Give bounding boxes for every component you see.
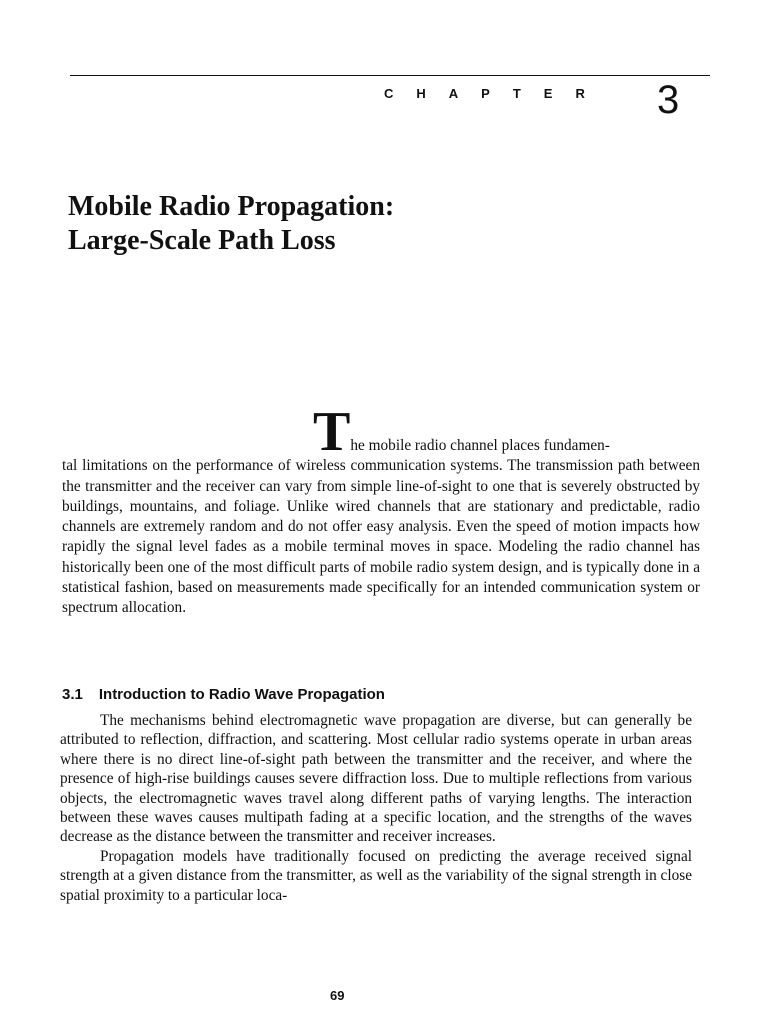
chapter-title-line-1: Mobile Radio Propagation: [68,191,395,222]
section-heading [62,686,385,703]
chapter-label: CHAPTER [384,86,608,101]
section-number: 3.1 [62,686,83,703]
chapter-number: 3 [657,78,680,122]
page-number: 69 [330,988,345,1003]
section-body [60,711,692,905]
chapter-title [68,190,394,258]
intro-paragraph [62,401,700,619]
section-title: Introduction to Radio Wave Propagation [98,686,385,703]
header-rule [70,75,710,76]
body-paragraph-1: The mechanisms behind electromagnetic wave propagation are diverse, but can generally be attributed to reflection, diffraction, and scattering. Most cellular radio systems operate in urban areas where there is no direct line-of-sight path between the transmitter and the receiver, and where the presence of high-rise buildings causes severe diffraction loss. Due to multiple reflections from various objects, the electromagnetic waves travel along different paths of varying lengths. The interaction between these waves causes multipath fading at a specific location, and the strengths of the waves decrease as the distance between the transmitter and receiver increases. [60,712,692,846]
chapter-title-line-2: Large-Scale Path Loss [68,225,336,256]
intro-first-line [62,401,610,463]
drop-cap: T [313,401,351,463]
intro-first-line-text: he mobile radio channel places fundamen- [350,437,610,454]
body-paragraph-2: Propagation models have traditionally focused on predicting the average received signal strength at a given distance from the transmitter, as well as the variability of the signal strength in close spatial proximity to a particular loca- [60,847,692,904]
intro-body-text: tal limitations on the performance of wireless communication systems. The transmission path between the transmitter and the receiver can vary from simple line-of-sight to one that is severely obstructed by buildings, mountains, and foliage. Unlike wired channels that are stationary and predictable, radio channels are extremely random and do not offer easy analysis. Even the speed of motion impacts how rapidly the signal level fades as a mobile terminal moves in space. Modeling the radio channel has historically been one of the most difficult parts of mobile radio system design, and is typically done in a statistical fashion, based on measurements made specifically for an intended communication system or spectrum allocation. [62,457,700,617]
